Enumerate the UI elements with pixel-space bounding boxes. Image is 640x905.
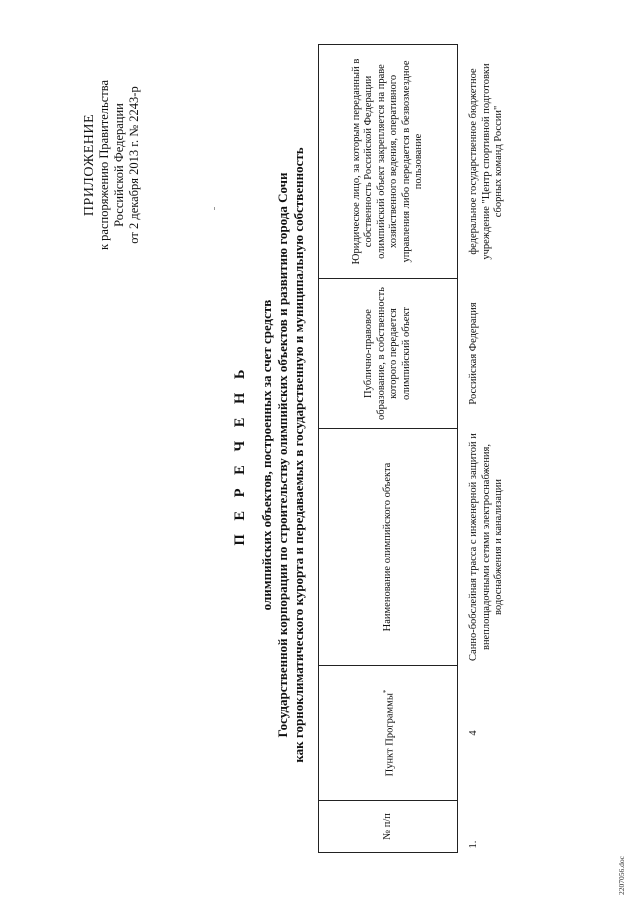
title-heading: П Е Р Е Ч Е Н Ь [232,364,248,546]
scan-speck [214,207,215,210]
title-line-1: олимпийских объектов, построенных за счет средств [259,299,274,611]
appendix-line-3: от 2 декабря 2013 г. № 2243-р [127,86,141,244]
objects-table [318,44,510,853]
title-line-2: Государственной корпорации по строительству олимпийских объектов и развитию города Сочи [275,172,290,738]
cell-owner: Российская Федерация [468,302,479,405]
cell-num: 1. [468,840,479,849]
header-point [319,666,458,801]
document-id: 2207056.doc [617,856,626,895]
header-entity: Юридическое лицо, за которым переданный в собственность Российской Федерации олимпийский объект закрепляется на праве хозяйственного ведения, оперативного управления либо передается в безвозмездное пользование [319,45,458,279]
cell-entity: федеральное государственное бюджетное учреждение "Центр спортивной подготовки сборных команд России" [468,63,504,260]
appendix-line-2: Российской Федерации [112,103,126,227]
header-num: № п/п [319,801,458,853]
header-name: Наименование олимпийского объекта [319,429,458,666]
table-row [458,45,510,853]
appendix-block [82,65,142,265]
appendix-line-1: к распоряжению Правительства [97,80,111,251]
cell-name: Санно-бобслейная трасса с инженерной защитой и внеплощадочными сетями электроснабжения, водоснабжения и канализации [468,433,504,661]
header-point-label: Пункт Программы [384,693,395,777]
title-line-3: как горноклиматического курорта и передаваемых в государственную и муниципальную собственность [291,147,306,763]
appendix-heading: ПРИЛОЖЕНИЕ [82,113,97,217]
document-title [232,100,307,810]
header-point-footnote-mark: * [381,689,390,694]
cell-point: 4 [468,730,479,736]
table-header-row [319,45,458,853]
header-owner: Публично-правовое образование, в собственность которого передается олимпийский объект [319,279,458,429]
